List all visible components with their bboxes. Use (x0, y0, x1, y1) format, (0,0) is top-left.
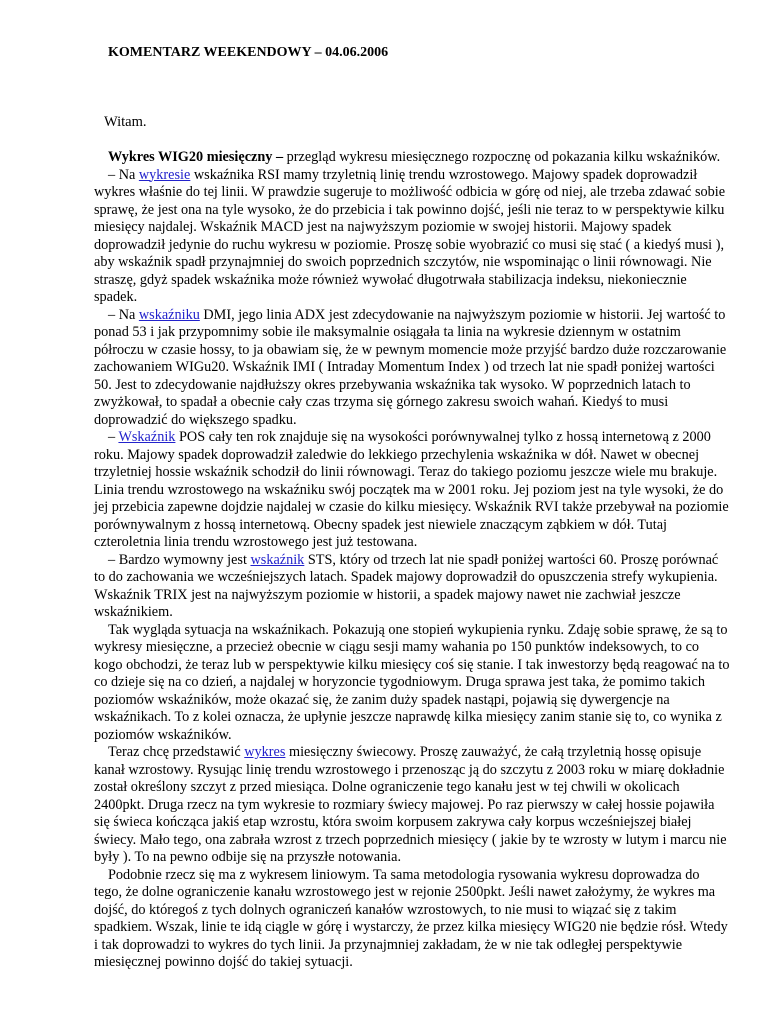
paragraph-prefix: – (108, 429, 119, 445)
paragraph-prefix: – Na (108, 166, 139, 183)
paragraph-text: wskaźnika RSI mamy trzyletnią linię trendu wzrostowego. Majowy spadek doprowadził wykres właśnie do tej linii. W prawdzie sugeruje to możliwość odbicia w górę od niej, ale trzeba zdawać sobie sprawę, że jest ona na tyle wysoko, że do przebicia i tak powinno dojść, jeśli nie teraz to w perspektywie kilku miesięcy najdalej. Wskaźnik MACD jest na najwyższym poziomie w swojej historii. Majowy spadek doprowadził jedynie do ruchu wykresu w poziomie. Proszę sobie wyobrazić co musi się stać ( a kiedyś musi ), aby wskaźnik spadł przynajmniej do swoich poprzednich szczytów, nie wspominając o linii równowagi. Nie straszę, gdyż spadek wskaźnika może również wywołać długotrwała stabilizacja indeksu, niekoniecznie spadek. (94, 166, 726, 305)
paragraph-sts-trix (94, 552, 730, 622)
document-title: KOMENTARZ WEEKENDOWY – 04.06.2006 (108, 45, 389, 60)
paragraph-rsi-macd (94, 167, 730, 307)
paragraph-text: POS cały ten rok znajduje się na wysokości porównywalnej tylko z hossą internetową z 2000 roku. Majowy spadek doprowadził zaledwie do lekkiego przechylenia wskaźnika w dół. Nawet w obecnej trzyletniej hossie wskaźnik schodził do linii równowagi. Teraz do takiego poziomu jeszcze wiele mu brakuje. Linia trendu wzrostowego na wskaźniku swój początek ma w 2001 roku. Jej poziom jest na tyle wysoki, że do jej przebicia zapewne dojdzie najdalej w czasie do kilku miesięcy. Wskaźnik RVI także przebywał na poziomie porównywalnym z hossą internetową. Obecny spadek jest niewiele znaczącym ząbkiem w dół. Tutaj czteroletnia linia trendu wzrostowego jest już testowana. (94, 429, 729, 550)
link-wskaznik-sts[interactable]: wskaźnik (250, 551, 305, 568)
paragraph-prefix: – Na (108, 306, 139, 323)
paragraph-candlestick (94, 744, 730, 867)
paragraph-text: miesięczny świecowy. Proszę zauważyć, że całą trzyletnią hossę opisuje kanał wzrostowy. Rysując linię trendu wzrostowego i przenosząc ją do szczytu z 2003 roku w miarę dokładnie został określony szczyt z przed miesiąca. Dolne ograniczenie tego kanału jest w tej chwili w okolicach 2400pkt. Druga rzecz na tym wykresie to rozmiary świecy majowej. Po raz pierwszy w całej hossie pojawiła się świeca kończąca jakiś etap wzrostu, która swoim korpusem zakrywa cały korpus wcześniejszej białej świecy. Mało tego, ona zabrała wzrost z trzech poprzednich miesięcy ( jakie by te wzrosty w lutym i marcu nie były ). To na pewno odbije się na przyszłe notowania. (94, 744, 727, 865)
document-body (94, 149, 730, 972)
greeting: Witam. (104, 114, 147, 130)
paragraph-pos-rvi (94, 429, 730, 552)
paragraph-prefix: – Bardzo wymowny jest (108, 551, 251, 568)
paragraph-indicators-summary: Tak wygląda sytuacja na wskaźnikach. Pokazują one stopień wykupienia rynku. Zdaję sobie sprawę, że są to wykresy miesięczne, a przecież obecnie w ciągu sesji mamy wahania po 150 punktów indeksowych, to co kogo obchodzi, że teraz lub w perspektywie kilku miesięcy coś się stanie. I tak inwestorzy będą reagować na to co dzieje się na co dzień, a najdalej w horyzoncie tygodniowym. Druga sprawa jest taka, że pomimo takich poziomów wskaźników, może okazać się, że zanim duży spadek nastąpi, pojawią się dywergencje na wskaźnikach. To z kolei oznacza, że upłynie jeszcze naprawdę kilka miesięcy zanim stanie się to, co wynika z poziomów wskaźników. (94, 621, 730, 743)
paragraph-lead-bold: Wykres WIG20 miesięczny – (108, 149, 287, 165)
link-wykresie[interactable]: wykresie (138, 166, 191, 183)
link-wykres[interactable]: wykres (244, 744, 286, 760)
paragraph-prefix: Teraz chcę przedstawić (108, 744, 245, 760)
paragraph-dmi-imi (94, 307, 730, 430)
paragraph-wig20-intro (94, 149, 730, 167)
paragraph-text: przegląd wykresu miesięcznego rozpocznę od pokazania kilku wskaźników. (286, 149, 721, 165)
paragraph-text: DMI, jego linia ADX jest zdecydowanie na najwyższym poziomie w historii. Jej wartość to ponad 53 i jak przypomnimy sobie ile maksymalnie osiągała ta linia na wykresie dziennym w ostatnim półroczu w czasie hossy, to ja obawiam się, że w pewnym momencie może przyjść bardzo duże rozczarowanie zachowaniem WIGu20. Wskaźnik IMI ( Intraday Momentum Index ) od trzech lat nie spadł poniżej wartości 50. Jest to zdecydowanie najdłuższy okres przebywania wskaźnika tak wysoko. W poprzednich latach to zwyżkował, to spadał a obecnie cały czas trzyma się górnego zakresu swoich wahań. Kiedyś to musi doprowadzić do większego spadku. (94, 306, 727, 428)
paragraph-line-chart: Podobnie rzecz się ma z wykresem liniowym. Ta sama metodologia rysowania wykresu doprowadza do tego, że dolne ograniczenie kanału wzrostowego jest w rejonie 2500pkt. Jeśli nawet założymy, że wykres ma dojść, do któregoś z tych dolnych ograniczeń kanałów wzrostowych, to nie musi to wiązać się z takim spadkiem. Wszak, linie te idą ciągle w górę i wystarczy, że przez kilka miesięcy WIG20 nie będzie rósł. Wtedy i tak doprowadzi to wykres do tych linii. Ja przynajmniej zakładam, że w nie tak odległej perspektywie miesięcznej powinno dojść do takiej sytuacji. (94, 866, 728, 970)
link-wskazniku[interactable]: wskaźniku (138, 306, 200, 323)
paragraph-text: STS, który od trzech lat nie spadł poniżej wartości 60. Proszę porównać to do zachowania we wcześniejszych latach. Spadek majowy doprowadził do opuszczenia strefy wykupienia. Wskaźnik TRIX jest na najwyższym poziomie w historii, a spadek majowy nawet nie zachwiał jeszcze wskaźnikiem. (94, 551, 719, 620)
link-wskaznik-pos[interactable]: Wskaźnik (118, 429, 176, 445)
